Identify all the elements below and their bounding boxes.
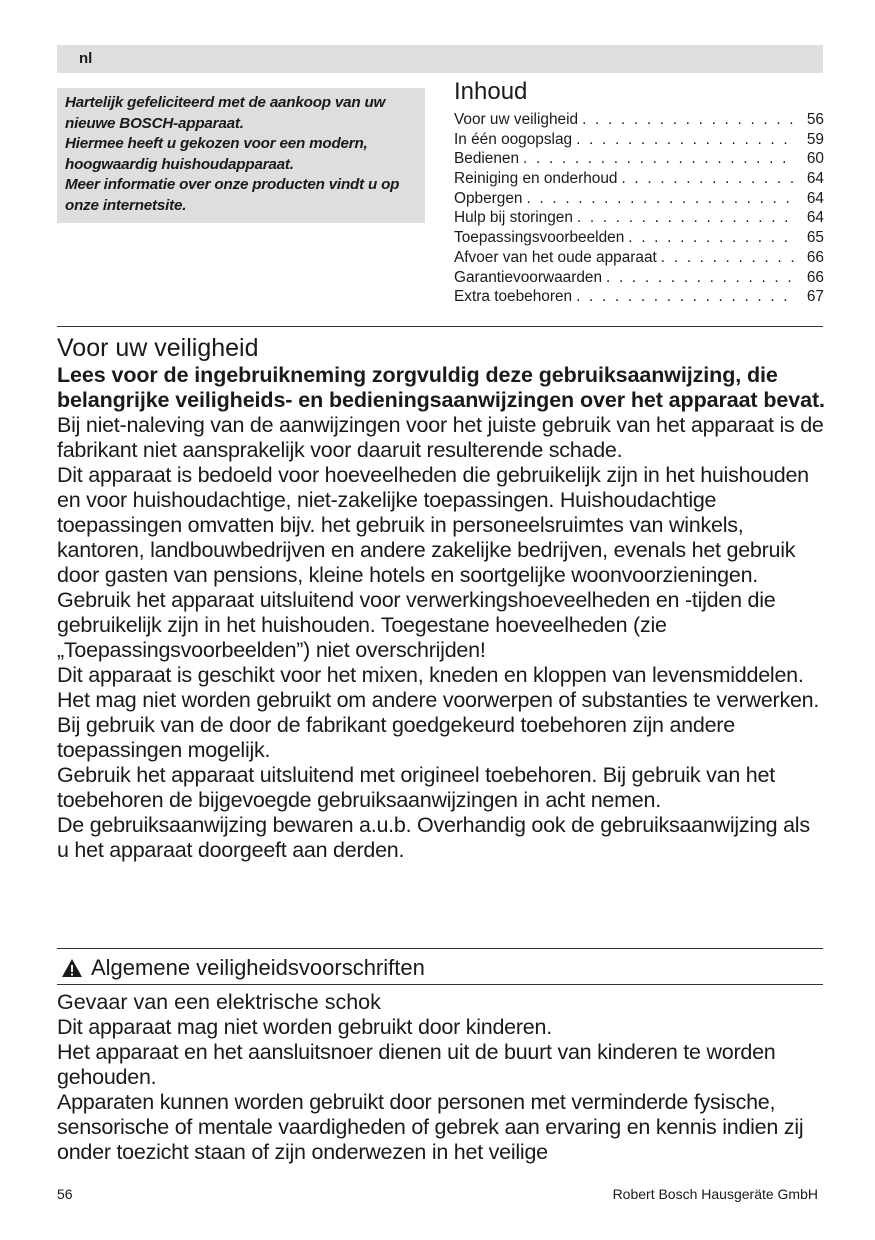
safety-lead: Lees voor de ingebruikneming zorgvuldig deze gebruiksaanwijzing, die belangrijke veiligheids- en bedieningsaanwijzingen over het apparaat bevat. bbox=[57, 363, 825, 412]
toc-entry-page: 60 bbox=[806, 150, 824, 168]
toc-entry-label: Garantievoorwaarden bbox=[454, 268, 603, 286]
toc-leader bbox=[606, 268, 796, 288]
toc-entry-page: 64 bbox=[806, 189, 824, 207]
shock-section bbox=[57, 990, 827, 1165]
toc-leader bbox=[576, 287, 796, 307]
toc-entry-label: Hulp bij storingen bbox=[454, 209, 573, 227]
section-divider bbox=[57, 948, 823, 949]
toc-entry-page: 66 bbox=[806, 248, 824, 266]
toc-entry-page: 67 bbox=[806, 288, 824, 306]
toc-leader bbox=[621, 169, 796, 189]
toc-leader bbox=[576, 130, 796, 150]
toc-entry-label: Toepassingsvoorbeelden bbox=[454, 229, 625, 247]
toc-entry-label: In één oogopslag bbox=[454, 130, 573, 148]
toc-entry-label: Afvoer van het oude apparaat bbox=[454, 248, 657, 266]
toc-entry-page: 56 bbox=[806, 111, 824, 128]
toc-entry[interactable] bbox=[454, 248, 824, 268]
footer-company: Robert Bosch Hausgeräte GmbH bbox=[612, 1186, 818, 1202]
general-safety-title: Algemene veiligheidsvoorschriften bbox=[91, 955, 425, 980]
toc-entry[interactable] bbox=[454, 208, 824, 228]
intro-line: Meer informatie over onze producten vindt u op onze internetsite. bbox=[65, 176, 400, 214]
section-divider bbox=[57, 326, 823, 327]
language-code: nl bbox=[79, 50, 93, 67]
general-safety-heading bbox=[57, 953, 823, 983]
toc-leader bbox=[661, 248, 796, 268]
safety-paragraph: Gebruik het apparaat uitsluitend met origineel toebehoren. Bij gebruik van het toebehoren de bijgevoegde gebruiksaanwijzingen in acht nemen. bbox=[57, 763, 775, 812]
shock-paragraph: Apparaten kunnen worden gebruikt door personen met verminderde fysische, sensorische of mentale vaardigheden of gebrek aan ervaring en kennis indien zij onder toezicht staan of zijn onderwezen in het veilige bbox=[57, 1090, 804, 1164]
toc-entry-page: 64 bbox=[806, 209, 824, 227]
page-number: 56 bbox=[57, 1186, 73, 1202]
toc-entry-page: 66 bbox=[806, 268, 824, 286]
toc-entry-label: Extra toebehoren bbox=[454, 288, 573, 306]
toc-entry-label: Bedienen bbox=[454, 150, 520, 168]
safety-paragraph: Bij niet-naleving van de aanwijzingen voor het juiste gebruik van het apparaat is de fabrikant niet aansprakelijk voor daaruit resulterende schade. bbox=[57, 413, 824, 462]
toc-entry[interactable] bbox=[454, 169, 824, 189]
toc-entry-label: Opbergen bbox=[454, 189, 523, 207]
safety-section bbox=[57, 333, 827, 863]
section-divider bbox=[57, 984, 823, 985]
toc-entry-page: 59 bbox=[806, 130, 824, 148]
toc-leader bbox=[628, 228, 796, 248]
toc-leader bbox=[526, 189, 796, 209]
toc-leader bbox=[582, 110, 796, 130]
shock-title: Gevaar van een elektrische schok bbox=[57, 990, 381, 1014]
table-of-contents bbox=[454, 78, 824, 307]
intro-line: Hiermee heeft u gekozen voor een modern, hoogwaardig huishoudapparaat. bbox=[65, 135, 368, 173]
toc-entry-label: Reiniging en onderhoud bbox=[454, 170, 618, 188]
safety-paragraph: Dit apparaat is geschikt voor het mixen, kneden en kloppen van levensmiddelen. Het mag niet worden gebruikt om andere voorwerpen of substanties te verwerken. Bij gebruik van de door de fabrikant goedgekeurd toebehoren zijn andere toepassingen mogelijk. bbox=[57, 663, 820, 762]
language-bar bbox=[57, 45, 823, 73]
toc-entry[interactable] bbox=[454, 268, 824, 288]
intro-line: Hartelijk gefeliciteerd met de aankoop van uw nieuwe BOSCH-apparaat. bbox=[65, 94, 386, 132]
toc-entry[interactable] bbox=[454, 228, 824, 248]
shock-paragraph: Het apparaat en het aansluitsnoer dienen uit de buurt van kinderen te worden gehouden. bbox=[57, 1040, 776, 1089]
toc-leader bbox=[523, 149, 796, 169]
safety-paragraph: Dit apparaat is bedoeld voor hoeveelheden die gebruikelijk zijn in het huishouden en voor huishoudachtige, niet-zakelijke toepassingen. Huishoudachtige toepassingen omvatten bijv. het gebruik in personeelsruimtes van winkels, kantoren, landbouwbedrijven en andere zakelijke bedrijven, evenals het gebruik door gasten van pensions, kleine hotels en soortgelijke woonvoorzieningen. Gebruik het apparaat uitsluitend voor verwerkingshoeveelheden en -tijden die gebruikelijk zijn in het huishouden. Toegestane hoeveelheden (zie „Toepassingsvoorbeelden”) niet overschrijden! bbox=[57, 463, 809, 662]
toc-title: Inhoud bbox=[454, 78, 528, 105]
warning-triangle-icon bbox=[61, 958, 83, 978]
toc-entry[interactable] bbox=[454, 130, 824, 150]
toc-entry[interactable] bbox=[454, 287, 824, 307]
toc-entry-label: Voor uw veiligheid bbox=[454, 111, 579, 128]
toc-entry[interactable] bbox=[454, 149, 824, 169]
toc-entry-page: 64 bbox=[806, 170, 824, 188]
intro-box bbox=[57, 88, 425, 223]
toc-entry[interactable] bbox=[454, 110, 824, 130]
toc-entry[interactable] bbox=[454, 189, 824, 209]
section-title: Voor uw veiligheid bbox=[57, 334, 259, 362]
toc-entry-page: 65 bbox=[806, 229, 824, 247]
safety-paragraph: De gebruiksaanwijzing bewaren a.u.b. Overhandig ook de gebruiksaanwijzing als u het apparaat doorgeeft aan derden. bbox=[57, 813, 810, 862]
shock-paragraph: Dit apparaat mag niet worden gebruikt door kinderen. bbox=[57, 1015, 552, 1039]
toc-leader bbox=[577, 208, 796, 228]
